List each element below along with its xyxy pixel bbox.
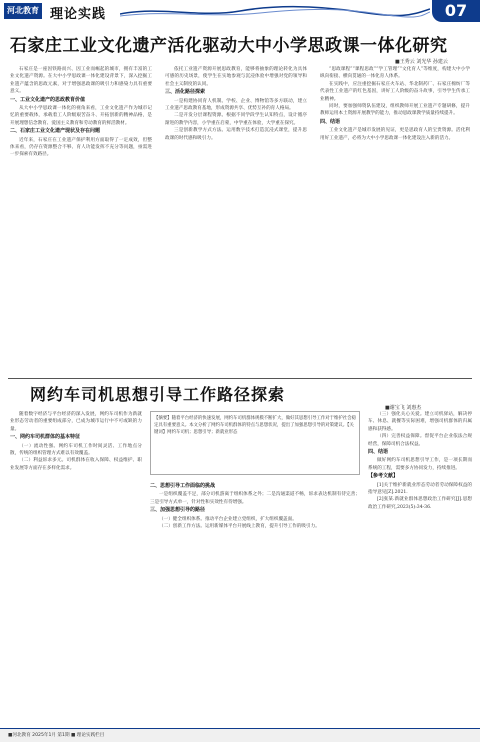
paragraph: 近年来，石家庄在工业遗产保护利用方面取得了一定成效，但整体来看，仍存在资源整合不够、育人功能发挥不充分等问题，亟需进一步探索有效路径。 — [10, 137, 152, 158]
paragraph: （三）强化关心关爱。建立司机驿站，解决停车、休息、就餐等实际困难，增强司机群体的归属感和获得感。 — [368, 412, 472, 432]
article2-byline: ■谢宝飞 刘惠杰 — [385, 405, 422, 411]
article2-title: 网约车司机思想引导工作路径探索 — [30, 385, 286, 404]
paragraph: “思政课程”“课程思政”“学工管理”“文化育人”等维度，构建大中小学纵向衔接、横向贯通的一体化育人体系。 — [320, 67, 470, 80]
reference-item: [2]张某.新就业群体思想政治工作研究[J].思想政治工作研究,2023(5):34-36. — [368, 497, 472, 510]
section-heading: 四、结语 — [320, 118, 341, 125]
paragraph: 石家庄是一座因铁路而兴、因工业而崛起的城市，拥有丰富的工业文化遗产资源。在大中小学思政课一体化建设背景下，深入挖掘工业遗产蕴含的思政元素，对于增强思政课的吸引力和感染力具有重要意义。 — [10, 67, 152, 95]
paragraph: （一）流动性强。网约车司机工作时间灵活、工作地点分散，传统的组织管理方式难以有效覆盖。 — [10, 443, 142, 457]
page-footer: ■河北教育 2025年1月 第1期 ■ 理论实践栏目 — [0, 728, 480, 742]
paragraph: 做好网约车司机思想引导工作，是一项长期而系统的工程，需要多方协同发力，持续推进。 — [368, 458, 472, 471]
paragraph: 二是开发分层课程资源。根据不同学段学生认知特点，设计循序渐进的教学内容，小学重在启蒙，中学重在体验，大学重在探究。 — [165, 113, 307, 126]
paragraph: （一）健全组织体系。推动平台企业建立党组织，扩大组织覆盖面。 — [159, 516, 297, 522]
article1-column-3 — [320, 66, 470, 376]
section-heading: 一、工业文化遗产的思政教育价值 — [10, 96, 86, 103]
article2-column-2 — [150, 482, 360, 723]
paragraph: 随着数字经济与平台经济的深入发展，网约车司机作为新就业形态劳动者的重要组成部分，已成为城市运行中不可或缺的力量。 — [10, 412, 142, 432]
reference-item: [1]关于维护新就业形态劳动者劳动保障权益的指导意见[Z].2021. — [368, 482, 472, 496]
paragraph: （二）创新工作方法。运用新媒体平台开展线上教育，提升引导工作的吸引力。 — [159, 524, 320, 530]
section-heading: 三、活化路径探索 — [165, 89, 206, 96]
paragraph: 依托工业遗产资源开展思政教育，能够将抽象的理论转化为具体可感的历史场景，使学生在实地参观与沉浸体验中增强对党的领导和社会主义制度的认同。 — [165, 67, 307, 87]
article2-column-1 — [10, 411, 142, 723]
article1-title: 石家庄工业文化遗产活化驱动大中小学思政课一体化研究 — [10, 36, 448, 56]
article1-byline: ■王秀云 刘光华 孙建云 — [395, 59, 448, 65]
paragraph: 从大中小学思政课一体化的视角来看，工业文化遗产作为城市记忆的重要载体，承载着工人阶级艰苦奋斗、开拓创新的精神品格，是开展理想信念教育、爱国主义教育和劳动教育的鲜活教材。 — [10, 106, 152, 126]
paragraph: （二）利益诉求多元。司机群体在收入保障、权益维护、职业发展等方面存在多样化需求。 — [10, 458, 142, 471]
section-heading: 三、加强思想引导的路径 — [150, 507, 206, 514]
section-heading: 二、石家庄工业文化遗产现状及存在问题 — [10, 128, 101, 135]
paragraph: 同时，要加强师资队伍建设，组织教师开展工业遗产专题研修，提升教师运用本土资源开展教学的能力，推动思政课教学质量持续提升。 — [320, 104, 470, 117]
article2-column-3 — [368, 411, 472, 723]
paragraph: 三是创新教学方式方法。运用数字技术打造沉浸式课堂，提升思政课的时代感和吸引力。 — [165, 128, 307, 141]
page-number: 07 — [432, 0, 480, 22]
page-header — [0, 0, 480, 22]
article1-column-1 — [10, 66, 152, 376]
section-heading: 【参考文献】 — [368, 473, 399, 480]
section-title: 理论实践 — [50, 7, 107, 22]
section-heading: 一、网约车司机群体的基本特征 — [10, 434, 81, 441]
section-heading: 二、思想引导工作面临的挑战 — [150, 483, 216, 489]
article-divider — [8, 378, 472, 379]
paragraph: （四）完善权益保障。督促平台企业依法合规经营，保障司机合法权益。 — [368, 434, 472, 447]
masthead-logo: 河北教育 — [4, 3, 42, 19]
article2-abstract: 【摘要】随着平台经济的快速发展，网约车司机群体规模不断扩大，做好其思想引导工作对于维护社会稳定具有重要意义。本文分析了网约车司机群体的特点与思想状况，提出了加强思想引导的对策建议。【关键词】网约车司机；思想引导；新就业形态 — [150, 411, 360, 475]
paragraph: 一是组织覆盖不足，部分司机游离于组织体系之外；二是沟通渠道不畅，诉求表达机制有待完善；三是引导方式单一，针对性和实效性有待增强。 — [150, 492, 360, 505]
paragraph: 在实践中，应注重挖掘石家庄火车站、华北制药厂、石家庄棉纺厂等代表性工业遗产的红色基因，讲好工人阶级的奋斗故事，引导学生传承工业精神。 — [320, 81, 470, 102]
paragraph: 一是构建协同育人机制。学校、企业、博物馆等多方联动，建立工业遗产思政教育基地，形成资源共享、优势互补的育人格局。 — [165, 98, 307, 112]
decorative-wave — [120, 4, 430, 18]
section-heading: 四、结语 — [368, 449, 389, 456]
article1-column-2 — [165, 66, 307, 376]
paragraph: 工业文化遗产是城市发展的见证，更是思政育人的宝贵资源。活化利用好工业遗产，必将为大中小学思政课一体化建设注入新的活力。 — [320, 128, 470, 141]
